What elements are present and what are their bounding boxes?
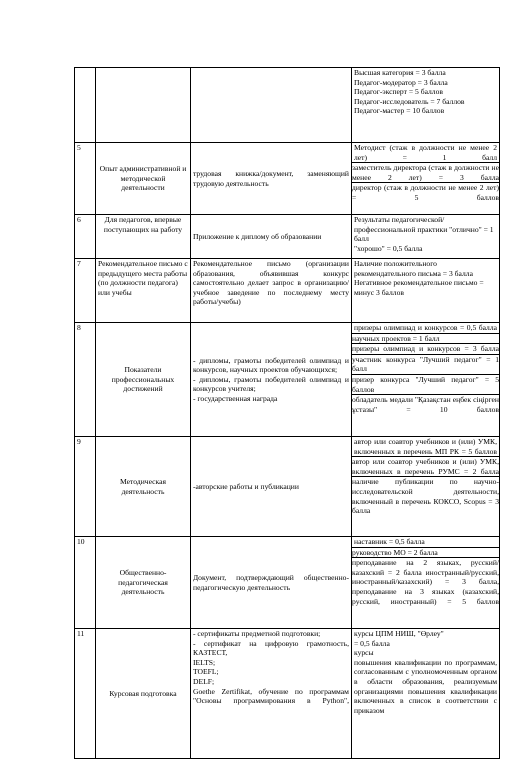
points-line: Педагог-исследователь = 7 баллов [354,96,465,106]
document-line: IELTS; [193,657,216,667]
criteria-table [74,67,500,759]
points-line: Педагог-модератор = 3 балла [354,77,448,87]
row-number: 10 [75,537,96,629]
document-cell: Приложение к диплому об образовании [191,215,352,259]
points-cell [352,143,500,215]
points-line: курсы [354,648,374,658]
table-row [75,537,500,629]
table-row [75,437,500,537]
row-number: 8 [75,323,96,437]
points-line: = 0,5 балла [354,638,390,648]
points-line: курсы ЦПМ НИШ, "Өрлеу" [354,629,444,638]
table-row [75,215,500,259]
document-cell [191,323,352,437]
points-line: автор или соавтор учебников и (или) УМК, включенных в перечень МП РК = 5 баллов [354,437,497,456]
document-line: Goethe Zertifikat, обучение по программам "Основы программирования в Python", [193,686,349,706]
criterion-cell: Курсовая подготовка [96,629,191,759]
row-number: 5 [75,143,96,215]
row-number [75,68,96,143]
points-line: призер конкурса "Лучший педагог" = 5 баллов [352,374,499,394]
points-line: Результаты педагогической/ профессиональной практики "отлично" = 1 балл [354,215,494,244]
points-line: заместитель директора (стаж в должности не менее 2 лет) = 3 балла [352,163,499,182]
document-line: - дипломы, грамоты победителей олимпиад и конкурсов, научных проектов обучающихся; [193,355,349,375]
points-cell [352,629,500,759]
document-cell: Рекомендательное письмо (организации образования, объявившая конкурс самостоятельно делает запрос в организацию/учебное заведение по последнему месту работы/учебы) [191,259,352,323]
points-line: научных проектов = 1 балл [352,333,500,344]
document-line: - сертификаты предметной подготовки; [193,629,321,638]
points-line: Наличие положительного рекомендательного письма = 3 балла [354,259,473,278]
row-number: 7 [75,259,96,323]
table-row [75,143,500,215]
points-line: наставник = 0,5 балла [354,537,425,546]
criterion-cell: Опыт административной и методической деятельности [96,143,191,215]
criterion-cell: Показатели профессиональных достижений [96,323,191,437]
document-cell: -авторские работы и публикации [191,437,352,537]
points-line: Высшая категория = 3 балла [354,68,446,77]
table-row [75,323,500,437]
table-row [75,629,500,759]
criterion-cell: Для педагогов, впервые поступающих на работу [96,215,191,259]
document-cell [191,629,352,759]
table-row [75,68,500,143]
points-line: преподавание на 2 языках, русский/казахский = 2 балла иностранный/русский, иностранный/казахский) = 3 балла, преподавание на 3 языках (казахский, русский, иностранный) = 5 баллов [352,558,499,606]
points-line: руководство МО = 2 балла [352,547,500,558]
points-line: призеры олимпиад и конкурсов = 3 балла [352,344,499,354]
points-cell [352,259,500,323]
document-line: - сертификат на цифровую грамотность, [193,638,349,648]
points-line: Негативное рекомендательное письмо = минус 3 баллов [354,278,484,297]
points-line: призеры олимпиад и конкурсов = 0,5 балла [354,323,497,332]
points-line: автор или соавтор учебников и (или) УМК, включенных в перечень РУМС = 2 балла [352,457,499,476]
points-line: участник конкурса "Лучший педагог" = 1 балл [352,354,499,374]
points-cell [352,323,500,437]
table-row [75,259,500,323]
points-cell [352,215,500,259]
points-line: директор (стаж в должности не менее 2 лет) = 5 баллов [352,183,499,202]
points-line: повышения квалификации по программам, согласованным с уполномоченным органом в области образования, реализуемым организациями повышения квалификации включенных в список в соответствии с приказом [354,657,497,715]
points-cell [352,437,500,537]
document-line: КАЗТЕСТ, [193,648,228,658]
criterion-cell: Общественно-педагогическая деятельность [96,537,191,629]
points-line: "хорошо" = 0,5 балла [354,243,423,253]
criterion-cell [96,68,191,143]
document-cell [191,68,352,143]
points-cell [352,68,500,143]
row-number: 11 [75,629,96,759]
row-number: 6 [75,215,96,259]
criterion-cell: Методическая деятельность [96,437,191,537]
points-cell [352,537,500,629]
points-line: обладатель медали "Қазақстан еңбек сіңірген ұстазы" = 10 баллов [352,395,499,414]
document-line: - государственная награда [193,393,278,403]
points-line: Методист (стаж в должности не менее 2 лет) = 1 балл [354,143,497,162]
points-line: Педагог-мастер = 10 баллов [354,106,445,116]
points-line: Педагог-эксперт = 5 баллов [354,87,443,97]
criterion-cell: Рекомендательное письмо с предыдущего места работы (по должности педагога) или учебы [96,259,191,323]
document-line: DELF; [193,676,215,686]
points-line: наличие публикации по научно-исследовательской деятельности, включенный в перечень КОКСО, Scopus = 3 балла [352,477,499,516]
document-line: - дипломы, грамоты победителей олимпиад и конкурсов учителя; [193,374,349,394]
document-cell: Документ, подтверждающий общественно-педагогическую деятельность [191,537,352,629]
document-cell: трудовая книжка/документ, заменяющий трудовую деятельность [191,143,352,215]
row-number: 9 [75,437,96,537]
document-line: TOEFL; [193,667,219,677]
